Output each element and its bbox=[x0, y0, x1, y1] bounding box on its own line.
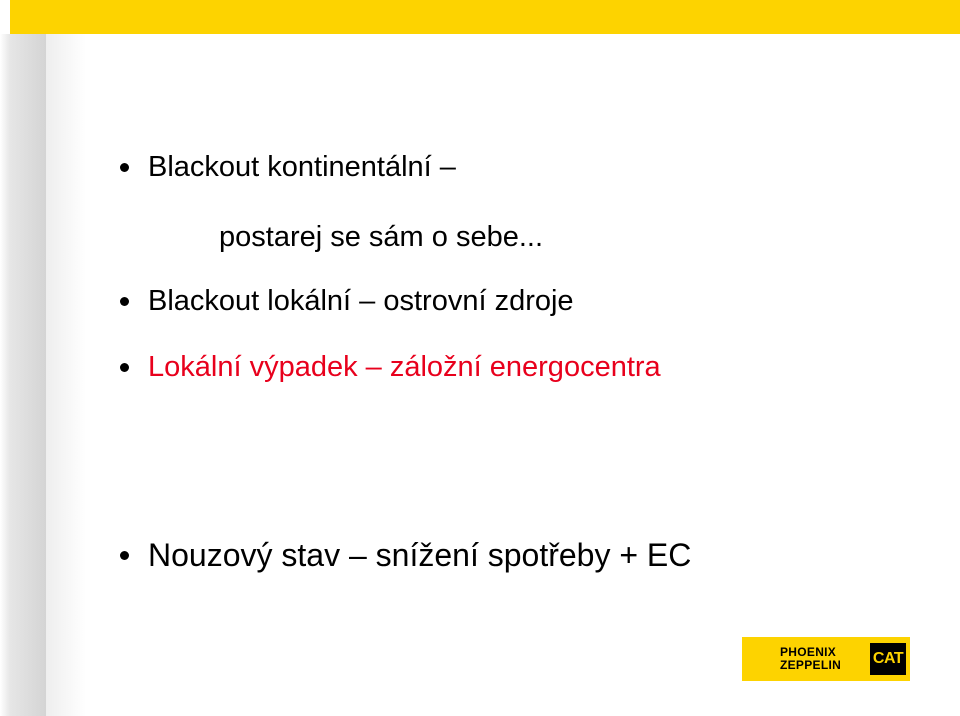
left-side-fade bbox=[46, 34, 86, 716]
logo-line-1: PHOENIX bbox=[780, 645, 837, 659]
cat-logo-text: CAT bbox=[872, 650, 904, 667]
bullet-item-1-continuation: postarej se sám o sebe... bbox=[219, 221, 543, 253]
bullet-dot bbox=[120, 363, 129, 372]
bullet-item-1 bbox=[120, 150, 456, 184]
bullet-dot bbox=[120, 163, 129, 172]
bullet-text-highlighted: Lokální výpadek – záložní energocentra bbox=[148, 351, 661, 383]
bullet-dot bbox=[120, 297, 129, 306]
bullet-text: Blackout kontinentální – bbox=[148, 151, 456, 183]
logo-line-2: ZEPPELIN bbox=[780, 658, 842, 672]
cat-logo-mark bbox=[870, 643, 906, 675]
bullet-item-3 bbox=[120, 350, 661, 384]
top-bar-gap bbox=[0, 0, 10, 34]
bullet-dot bbox=[120, 551, 129, 560]
bullet-item-4 bbox=[120, 536, 691, 574]
left-side-band bbox=[0, 34, 46, 716]
bullet-item-2 bbox=[120, 284, 574, 318]
logo-wordmark bbox=[780, 646, 841, 672]
bullet-text: Blackout lokální – ostrovní zdroje bbox=[148, 285, 574, 317]
bullet-text: Nouzový stav – snížení spotřeby + EC bbox=[148, 537, 692, 573]
top-accent-bar bbox=[0, 0, 960, 34]
phoenix-zeppelin-logo bbox=[742, 637, 910, 681]
